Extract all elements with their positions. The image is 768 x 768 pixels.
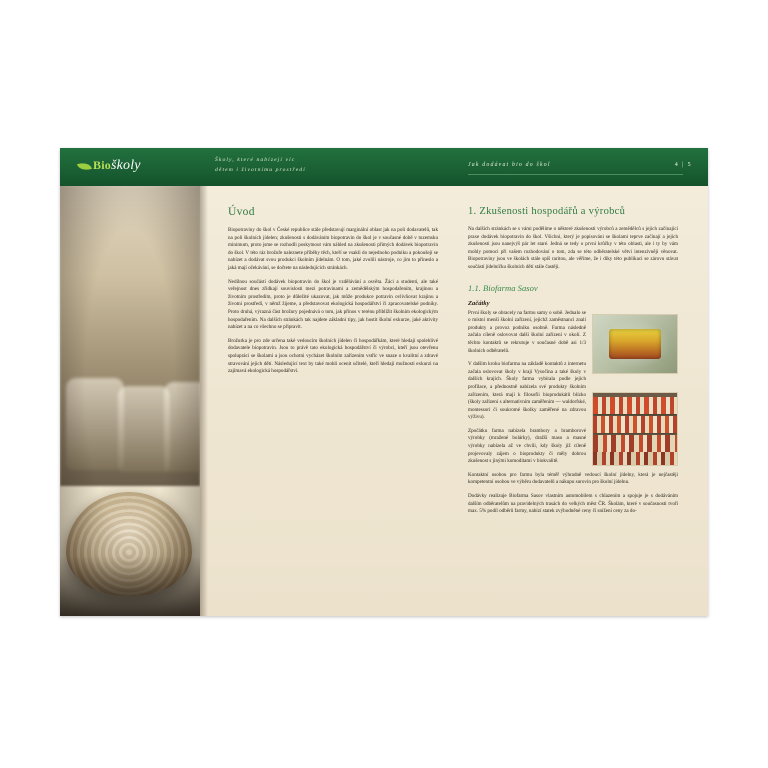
paragraph: Nedílnou součástí dodávek biopotravin do škol je vzdělávání a osvěta. Žáci a studenti, ale také veřejnost dnes zřídkají souvislosti mezi potravinami a zemědělským hospodařením, krajinou a životním prostředím, proto je důležité ukazovat, jak může produkce potravin ovlivňovat krajinu a životní prostředí, v němž žijeme, a představovat ekologická hospodářství či zpracovatelské podniky. Proto druhá, výrazná část brožury pojednává o tom, jak přínos v terénu přiblížit školním ekologickým hospodařením. Na dalších stránkách tak najdete základní tipy, jak hostit školní exkurze, jaké aktivity nabízet a na co všechno se připravit. bbox=[228, 278, 438, 331]
document-spread bbox=[60, 148, 708, 616]
header-tagline bbox=[215, 155, 306, 175]
chapter-number: 1. bbox=[468, 206, 477, 217]
paragraph: Na dalších stránkách se s vámi podělíme o některé zkušenosti výrobců a zemědělců s jejich začínající praxe dodávek biopotravin do škol. Všichni, který je popisováni se školami teprve začínají a jejich zkušenosti jsou nanejvýš pár let staré. Jedná se tedy o první krůčky v této oblasti, ale i ty by vám mohly pomoci při vašem rozhodování o tom, zda se této odběratelské větvi intenzivněji věnovat. Biopotraviny jsou ve školách stále spíš raritou, ale věříme, že i díky této publikaci se zárovu stávat součástí jídelníčku školních dětí stále častěji. bbox=[468, 226, 678, 270]
paragraph: Dodávky realizuje Biofarma Sasov vlastním automobilem s chlazením a spojuje je s dodáváním dalším odběratelům na pravidelných trasách do velkých měst ČR. Školám, které v současnosti tvoří max. 5% podíl odběrů farmy, nabízí statek zvýhodněné ceny či snížení ceny za do- bbox=[468, 493, 678, 515]
paragraph: Brožurka je pro zde určena také vedoucím školních jídelen či hospodářkám, které hledají spolehlivé dodavatele biopotravin. Jsou to právě tato ekologická hospodářství či výrobci, kteří jsou otevřenu spolupráci se školami a jsou ochotni vycházet školním zařízením vstříc ve snaze o kvalitní a zdravé stravování jejich dětí. Následující text by také mohli ocenit učitelé, kteří hledají možnosti exkurzi na zajímavá ekologická hospodářství. bbox=[228, 337, 438, 375]
package-label bbox=[609, 329, 661, 359]
header-tagline-line1: Školy, které nabízejí víc bbox=[215, 157, 296, 163]
bread-and-jars-photo bbox=[60, 186, 200, 616]
text-area bbox=[200, 186, 708, 616]
brand-logo bbox=[78, 157, 141, 174]
running-title: Jak dodávat bio do škol bbox=[468, 162, 551, 168]
farm-shop-shelves-photo bbox=[592, 392, 678, 466]
brand-logo-skoly: školy bbox=[110, 158, 141, 173]
page-folio: 4 | 5 bbox=[674, 162, 692, 168]
shelf-row bbox=[593, 435, 677, 452]
photo-vignette bbox=[60, 186, 200, 616]
column-chapter-one bbox=[468, 206, 678, 522]
shelf-row bbox=[593, 397, 677, 414]
shelf-row bbox=[593, 452, 677, 466]
paragraph: Kontaktní osobou pro farmu byla téměř výhradně vedoucí školní jídelny, která je nejčastěji kompetentní osobou ve výběru dodavatelů a nákupu surovin pro školní jídelnu. bbox=[468, 471, 678, 486]
paragraph: První školy se obracely na farmu samy o sobě. Jednalo se o místní menší školní zařízení, jejichž zaměstnanci znali produkty a provoz podniku osobně. Farma následně začala cíleně oslovovat další školní zařízení v okolí. Z těchto kontaktů se rekrutuje v současné době asi 1/3 školních odběratelů. bbox=[468, 309, 586, 354]
page-spine-shadow bbox=[200, 186, 208, 616]
paragraph: Zpočátku farma nabízela brambory a bramborové výrobky (mražené bolárky), dražší maso a masné výrobky nabízela až ve chvíli, kdy školy již cíleně projevovaly zájem o bioprodukty či měly dobrou zkušenost s jinými komoditami v biokvalitě. bbox=[468, 427, 586, 465]
page-title: Úvod bbox=[228, 206, 255, 218]
chapter-title bbox=[468, 206, 678, 217]
header-rule bbox=[468, 174, 683, 175]
leaf-icon bbox=[77, 160, 92, 173]
subsection-title: 1.1. Biofarma Sasov bbox=[468, 282, 538, 293]
product-package-photo bbox=[592, 314, 678, 374]
subsection-lead-heading: Začátky bbox=[468, 299, 490, 307]
paragraph: Biopotraviny do škol v České republice stále představují marginální oblast jak na poli dodavatelů, tak na poli školních jídelen; zkušenosti s dodáváním biopotravin do škol je v současné době v tuzemsku minimum, proto jsme se rozhodli poskytnout vám náhled na zkušenosti přímých dodávek biopotravin do škol. V této ráz brožuře naleznete příběhy těch, kteří se vsakli do nejednoho podniku a pokoušejí se nabízet a dodávat svou produkci školním jídelnám. O tom, jaké zvolili nástroje, co jim to přineslo a jaká mají očekávání, se dočtete na následujících stránkách. bbox=[228, 227, 438, 271]
shelf-row bbox=[593, 416, 677, 433]
brand-logo-bio: Bio bbox=[93, 158, 111, 172]
page-header bbox=[60, 148, 708, 186]
column-intro bbox=[228, 206, 438, 382]
paragraph: V dalším kroku biofarma na základě kontaktů z internetu začala oslovovat školy v kraji Vysočina a také školy v dalších krajích. Školy farma vybírala podle jejich profilace, a přednostně nabízela své produkty školním zařízením, která mají k filosofii bioprodukátů blízko (školy zařízení s alternativním zaměřením — waldorfské, montessori či soukromé školky zaměřené na zdravou výživu). bbox=[468, 361, 586, 421]
page-body bbox=[60, 186, 708, 616]
chapter-title-text: Zkušenosti hospodářů a výrobců bbox=[479, 206, 626, 217]
header-tagline-line2: dětem i životnímu prostředí bbox=[215, 167, 306, 173]
